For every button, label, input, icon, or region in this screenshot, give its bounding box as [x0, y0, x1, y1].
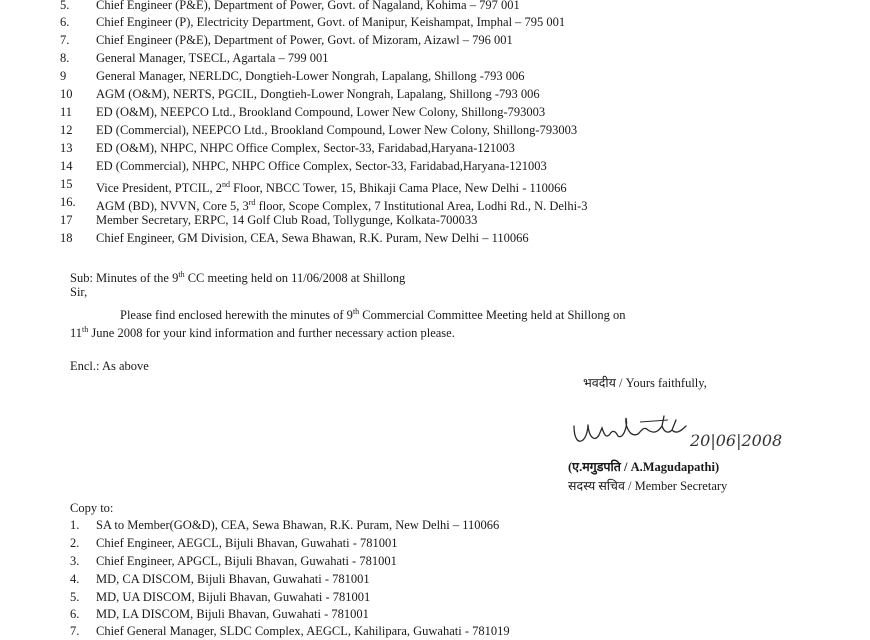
copy-to-text: Chief General Manager, SLDC Complex, AEGCL, Kahilipara, Guwahati - 781019: [96, 624, 510, 638]
addressee-text: ED (O&M), NHPC, NHPC Office Complex, Sector-33, Faridabad,Haryana-121003: [96, 141, 515, 155]
signature-date: 20|06|2008: [690, 431, 783, 450]
signatory-name: (ए.मगुडपति / A.Magudapathi): [568, 460, 720, 474]
copy-to-text: Chief Engineer, APGCL, Bijuli Bhavan, Guwahati - 781001: [96, 554, 397, 568]
addressee-number: 13: [60, 141, 73, 155]
addressee-text: Chief Engineer (P&E), Department of Power, Govt. of Mizoram, Aizawl – 796 001: [96, 33, 513, 47]
salutation: Sir,: [70, 285, 88, 299]
closing-text: भवदीय / Yours faithfully,: [583, 376, 707, 390]
subject-line: Sub: Minutes of the 9th CC meeting held on 11/06/2008 at Shillong: [70, 270, 406, 285]
addressee-number: 18: [60, 231, 73, 245]
copy-to-number: 6.: [70, 607, 80, 621]
addressee-text: AGM (O&M), NERTS, PGCIL, Dongtieh-Lower Nongrah, Lapalang, Shillong -793 006: [96, 87, 540, 101]
addressee-number: 17: [60, 213, 73, 227]
copy-to-number: 4.: [70, 572, 80, 586]
copy-to-number: 3.: [70, 554, 80, 568]
addressee-text: Member Secretary, ERPC, 14 Golf Club Road, Tollygunge, Kolkata-700033: [96, 213, 478, 227]
addressee-number: 14: [60, 159, 73, 173]
addressee-number: 10: [60, 87, 73, 101]
addressee-number: 11: [60, 105, 73, 119]
addressee-text: Chief Engineer, GM Division, CEA, Sewa Bhawan, R.K. Puram, New Delhi – 110066: [96, 231, 529, 245]
copy-to-text: SA to Member(GO&D), CEA, Sewa Bhawan, R.K. Puram, New Delhi – 110066: [96, 518, 500, 532]
copy-to-number: 2.: [70, 536, 80, 550]
addressee-number: 7.: [60, 33, 70, 47]
addressee-text: ED (Commercial), NEEPCO Ltd., Brookland Compound, Lower New Colony, Shillong-793003: [96, 123, 578, 137]
addressee-number: 5.: [60, 0, 70, 12]
copy-to-text: MD, UA DISCOM, Bijuli Bhavan, Guwahati - 781001: [96, 590, 371, 604]
addressee-text: ED (O&M), NEEPCO Ltd., Brookland Compound, Lower New Colony, Shillong-793003: [96, 105, 546, 119]
signatory-designation: सदस्य सचिव / Member Secretary: [568, 479, 728, 493]
addressee-number: 12: [60, 123, 73, 137]
enclosure-note: Encl.: As above: [70, 359, 149, 373]
addressee-text: Chief Engineer (P&E), Department of Power, Govt. of Nagaland, Kohima – 797 001: [96, 0, 520, 12]
addressee-text: Chief Engineer (P), Electricity Department, Govt. of Manipur, Keishampat, Imphal – 795 001: [96, 15, 566, 29]
copy-to-number: 1.: [70, 518, 80, 532]
copy-to-text: MD, LA DISCOM, Bijuli Bhavan, Guwahati - 781001: [96, 607, 369, 621]
addressee-number: 9: [60, 69, 67, 83]
copy-to-heading: Copy to:: [70, 501, 114, 515]
addressee-text: ED (Commercial), NHPC, NHPC Office Complex, Sector-33, Faridabad,Haryana-121003: [96, 159, 547, 173]
addressee-text: General Manager, TSECL, Agartala – 799 001: [96, 51, 329, 65]
body-paragraph-line-2: 11th June 2008 for your kind information and further necessary action please.: [70, 325, 455, 340]
addressee-number: 8.: [60, 51, 70, 65]
addressee-number: 15: [60, 177, 73, 191]
copy-to-number: 7.: [70, 624, 80, 638]
addressee-number: 6.: [60, 15, 70, 29]
addressee-text: AGM (BD), NVVN, Core 5, 3rd floor, Scope Complex, 7 Institutional Area, Lodhi Rd., N. Delhi-3: [96, 198, 588, 213]
copy-to-number: 5.: [70, 590, 80, 604]
copy-to-text: Chief Engineer, AEGCL, Bijuli Bhavan, Guwahati - 781001: [96, 536, 398, 550]
addressee-text: Vice President, PTCIL, 2nd Floor, NBCC Tower, 15, Bhikaji Cama Place, New Delhi - 110066: [96, 180, 567, 195]
copy-to-text: MD, CA DISCOM, Bijuli Bhavan, Guwahati - 781001: [96, 572, 370, 586]
addressee-text: General Manager, NERLDC, Dongtieh-Lower Nongrah, Lapalang, Shillong -793 006: [96, 69, 525, 83]
addressee-number: 16.: [60, 195, 76, 209]
body-paragraph-line-1: Please find enclosed herewith the minutes of 9th Commercial Committee Meeting held at Shillong on: [120, 307, 626, 322]
